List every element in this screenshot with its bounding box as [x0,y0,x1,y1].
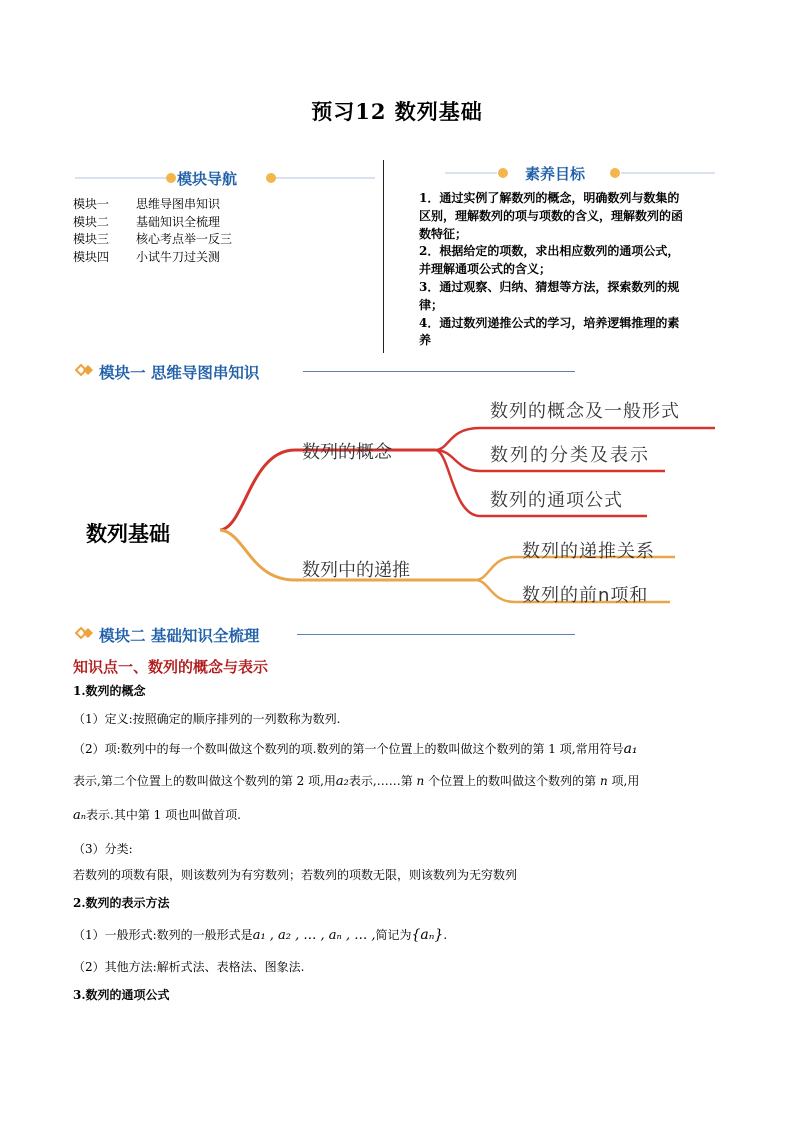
nav-item-key: 模块一 [73,197,110,211]
mindmap-leaf: 数列的通项公式 [490,490,623,511]
goal-line: 区别，理解数列的项与项数的含义，理解数列的函 [419,208,684,223]
mindmap-branch: 数列中的递推 [302,560,410,581]
text-span: （2）项:数列中的每一个数叫做这个数列的项.数列的第一个位置上的数叫做这个数列的第 1 项,常用符号 [73,742,624,756]
mindmap-leaf: 数列的前n项和 [522,585,649,606]
mindmap-leaf: 数列的概念及一般形式 [490,401,680,422]
text-span: 表示.其中第 1 项也叫做首项. [86,808,241,822]
goal-line: 2．根据给定的项数，求出相应数列的通项公式， [419,244,680,259]
mindmap-root: 数列基础 [86,522,170,546]
goal-line: 数特征； [419,226,468,241]
paragraph [73,926,733,943]
nav-item[interactable] [73,249,232,267]
section-title: 模块二 基础知识全梳理 [99,627,260,645]
text-span: 项,用 [611,774,640,788]
subheading: 2.数列的表示方法 [73,896,170,910]
nav-item-key: 模块三 [73,232,110,246]
paragraph: （3）分类: [73,842,133,856]
paragraph [73,806,733,823]
dot-icon [166,173,176,183]
goals-heading: 素养目标 [525,165,586,183]
page-title: 预习12 数列基础 [311,99,483,124]
nav-item-label: 核心考点举一反三 [136,232,233,246]
column-divider [383,160,384,353]
text-span: 表示,……第 [348,774,413,788]
text-span: （1）一般形式:数列的一般形式是 [73,928,253,942]
text-span: 表示,第二个位置上的数叫做这个数列的第 2 项,用 [73,774,336,788]
diamond-icon [75,625,97,645]
goals-heading-bar [445,158,715,188]
section-rule [297,634,575,635]
goal-line: 律； [419,297,444,312]
mindmap-branch: 数列的概念 [302,442,392,463]
math-symbol: n [599,774,608,788]
module-nav-list [73,196,232,266]
dot-icon [610,168,620,178]
math-symbol: a₁ [623,741,638,757]
knowledge-point-title: 知识点一、数列的概念与表示 [73,658,269,676]
section-rule [303,371,575,372]
nav-heading-bar [75,163,375,193]
diamond-icon [75,362,97,382]
nav-item-key: 模块二 [73,214,110,229]
paragraph [73,772,733,789]
section-header [75,360,575,384]
goal-line: 1．通过实例了解数列的概念，明确数列与数集的 [419,191,680,205]
goal-line: 4．通过数列递推公式的学习，培养逻辑推理的素 [419,315,680,330]
math-symbol: a₂ [335,774,349,789]
goal-line: 养 [419,333,432,348]
math-expression: a₁ , a₂ , … , aₙ , … , [252,928,376,943]
text-span: . [443,928,448,942]
subheading: 1.数列的概念 [73,684,146,698]
math-expression: {aₙ} [411,927,444,943]
nav-item-label: 思维导图串知识 [136,197,221,211]
section-title: 模块一 思维导图串知识 [99,364,260,382]
mindmap-leaf: 数列的递推关系 [522,541,655,562]
text-span: 个位置上的数叫做这个数列的第 [428,774,597,788]
nav-item[interactable] [73,196,232,214]
nav-heading: 模块导航 [177,170,238,188]
math-symbol: n [416,774,425,788]
nav-item-label: 基础知识全梳理 [136,214,221,229]
text-span: 简记为 [375,928,412,942]
paragraph: 若数列的项数有限，则该数列为有穷数列；若数列的项数无限，则该数列为无穷数列 [73,868,518,882]
subheading: 3.数列的通项公式 [73,988,170,1002]
section-header [75,623,575,647]
dot-icon [266,173,276,183]
dot-icon [498,168,508,178]
math-symbol: aₙ [73,808,87,823]
nav-item[interactable] [73,231,232,249]
goal-line: 并理解通项公式的含义； [419,262,552,277]
paragraph: （1）定义:按照确定的顺序排列的一列数称为数列. [73,712,341,726]
nav-item[interactable] [73,214,232,232]
paragraph: （2）其他方法:解析式法、表格法、图象法. [73,960,305,974]
goals-text [419,190,729,350]
mindmap-leaf: 数列的分类及表示 [490,445,650,466]
goal-line: 3．通过观察、归纳、猜想等方法，探索数列的规 [419,279,680,294]
nav-item-key: 模块四 [73,249,110,264]
nav-item-label: 小试牛刀过关测 [136,249,221,264]
paragraph [73,740,733,757]
